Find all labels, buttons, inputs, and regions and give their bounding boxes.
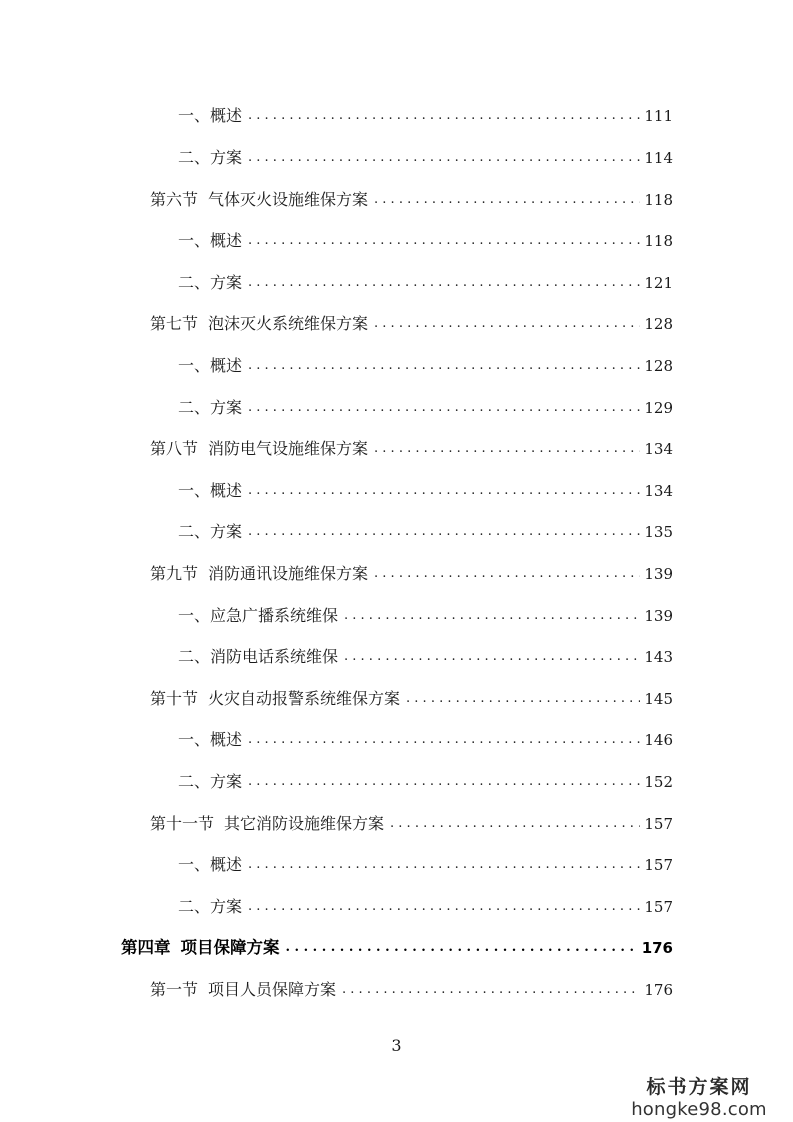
section-title: 消防电气设施维保方案 bbox=[208, 439, 369, 458]
section-number: 第六节 bbox=[150, 190, 199, 209]
toc-page-number: 157 bbox=[644, 856, 673, 874]
toc-leader-dots bbox=[248, 271, 640, 295]
section-number: 第九节 bbox=[150, 564, 199, 583]
toc-page-number: 134 bbox=[644, 482, 673, 500]
toc-entry[interactable] bbox=[178, 895, 673, 919]
toc-page-number: 129 bbox=[644, 399, 673, 417]
toc-leader-dots bbox=[248, 354, 640, 378]
toc-page-number: 128 bbox=[644, 357, 673, 375]
toc-page-number: 135 bbox=[644, 523, 673, 541]
toc-leader-dots bbox=[248, 770, 640, 794]
toc-leader-dots bbox=[344, 604, 640, 628]
toc-leader-dots bbox=[248, 104, 640, 128]
section-number: 第一节 bbox=[150, 980, 199, 999]
toc-page-number: 146 bbox=[644, 731, 673, 749]
section-title: 消防通讯设施维保方案 bbox=[208, 564, 369, 583]
section-title: 气体灭火设施维保方案 bbox=[208, 190, 369, 209]
toc-page-number: 139 bbox=[644, 565, 673, 583]
toc-entry-title: 一、概述 bbox=[178, 730, 243, 749]
toc-entry[interactable] bbox=[150, 312, 673, 336]
toc-entry[interactable] bbox=[178, 271, 673, 295]
toc-entry-title bbox=[150, 812, 384, 836]
toc-leader-dots bbox=[344, 645, 640, 669]
toc-entry[interactable] bbox=[178, 146, 673, 170]
watermark-site-name: 标书方案网 bbox=[646, 1076, 752, 1098]
toc-page-number: 143 bbox=[644, 648, 673, 666]
toc-page-number: 114 bbox=[644, 149, 673, 167]
toc-entry-title: 一、概述 bbox=[178, 855, 243, 874]
toc-entry[interactable] bbox=[150, 188, 673, 212]
toc-page-number: 139 bbox=[644, 607, 673, 625]
toc-leader-dots bbox=[248, 520, 640, 544]
toc-page-number: 152 bbox=[644, 773, 673, 791]
toc-entry-title bbox=[150, 312, 368, 336]
toc-leader-dots bbox=[374, 562, 640, 586]
toc-entry[interactable] bbox=[150, 562, 673, 586]
toc-leader-dots bbox=[286, 936, 639, 960]
toc-page-number: 111 bbox=[644, 107, 673, 125]
toc-entry[interactable] bbox=[178, 770, 673, 794]
toc-entry[interactable] bbox=[150, 687, 673, 711]
toc-leader-dots bbox=[248, 728, 640, 752]
section-title: 其它消防设施维保方案 bbox=[224, 814, 385, 833]
toc-entry-title bbox=[150, 687, 400, 711]
toc-entry-title bbox=[150, 437, 368, 461]
toc-page-number: 121 bbox=[644, 274, 673, 292]
toc-leader-dots bbox=[390, 812, 640, 836]
toc-entry-title bbox=[150, 562, 368, 586]
toc-leader-dots bbox=[374, 312, 640, 336]
toc-page-number: 157 bbox=[644, 898, 673, 916]
toc-leader-dots bbox=[248, 396, 640, 420]
toc-page-number: 128 bbox=[644, 315, 673, 333]
toc-entry-title: 一、概述 bbox=[178, 481, 243, 500]
toc-entry[interactable] bbox=[178, 479, 673, 503]
toc-leader-dots bbox=[248, 229, 640, 253]
toc-entry-title: 一、概述 bbox=[178, 106, 243, 125]
toc-entry[interactable] bbox=[150, 437, 673, 461]
toc-entry-title bbox=[150, 978, 336, 1002]
toc-entry-title: 二、消防电话系统维保 bbox=[178, 647, 339, 666]
toc-entry-title: 一、概述 bbox=[178, 231, 243, 250]
toc-entry-title bbox=[121, 936, 280, 960]
toc-page-number: 145 bbox=[644, 690, 673, 708]
toc-entry[interactable] bbox=[178, 396, 673, 420]
toc-entry[interactable] bbox=[178, 604, 673, 628]
section-number: 第十节 bbox=[150, 689, 199, 708]
chapter-number: 第四章 bbox=[121, 938, 171, 957]
section-title: 泡沫灭火系统维保方案 bbox=[208, 314, 369, 333]
toc-chapter-entry[interactable] bbox=[121, 936, 673, 960]
toc-page-number: 118 bbox=[644, 191, 673, 209]
toc-leader-dots bbox=[248, 146, 640, 170]
toc-page-number: 134 bbox=[644, 440, 673, 458]
toc-entry-title: 二、方案 bbox=[178, 398, 243, 417]
toc-entry-title: 一、应急广播系统维保 bbox=[178, 606, 339, 625]
toc-page-number: 118 bbox=[644, 232, 673, 250]
toc-entry[interactable] bbox=[150, 978, 673, 1002]
toc-entry[interactable] bbox=[178, 354, 673, 378]
toc-page-number: 176 bbox=[644, 981, 673, 999]
toc-entry[interactable] bbox=[178, 728, 673, 752]
section-title: 火灾自动报警系统维保方案 bbox=[208, 689, 401, 708]
toc-entry[interactable] bbox=[178, 520, 673, 544]
toc-leader-dots bbox=[248, 853, 640, 877]
toc-entry-title: 二、方案 bbox=[178, 522, 243, 541]
watermark-url: hongke98.com bbox=[631, 1099, 767, 1120]
toc-entry-title: 二、方案 bbox=[178, 897, 243, 916]
toc-page-number: 176 bbox=[641, 939, 673, 957]
toc-entry-title: 一、概述 bbox=[178, 356, 243, 375]
toc-leader-dots bbox=[406, 687, 640, 711]
section-title: 项目人员保障方案 bbox=[208, 980, 337, 999]
section-number: 第八节 bbox=[150, 439, 199, 458]
section-number: 第七节 bbox=[150, 314, 199, 333]
toc-entry[interactable] bbox=[178, 229, 673, 253]
toc-entry[interactable] bbox=[150, 812, 673, 836]
toc-leader-dots bbox=[374, 437, 640, 461]
toc-entry-title: 二、方案 bbox=[178, 273, 243, 292]
toc-entry-title: 二、方案 bbox=[178, 772, 243, 791]
toc-leader-dots bbox=[248, 895, 640, 919]
toc-entry-title bbox=[150, 188, 368, 212]
toc-entry[interactable] bbox=[178, 645, 673, 669]
toc-leader-dots bbox=[248, 479, 640, 503]
toc-leader-dots bbox=[374, 188, 640, 212]
chapter-title: 项目保障方案 bbox=[180, 938, 280, 957]
toc-page-number: 157 bbox=[644, 815, 673, 833]
toc-entry-title: 二、方案 bbox=[178, 148, 243, 167]
section-number: 第十一节 bbox=[150, 814, 215, 833]
watermark-logo bbox=[619, 1072, 779, 1120]
page-number: 3 bbox=[391, 1036, 402, 1055]
toc-entry[interactable] bbox=[178, 104, 673, 128]
toc-entry[interactable] bbox=[178, 853, 673, 877]
toc-leader-dots bbox=[342, 978, 640, 1002]
